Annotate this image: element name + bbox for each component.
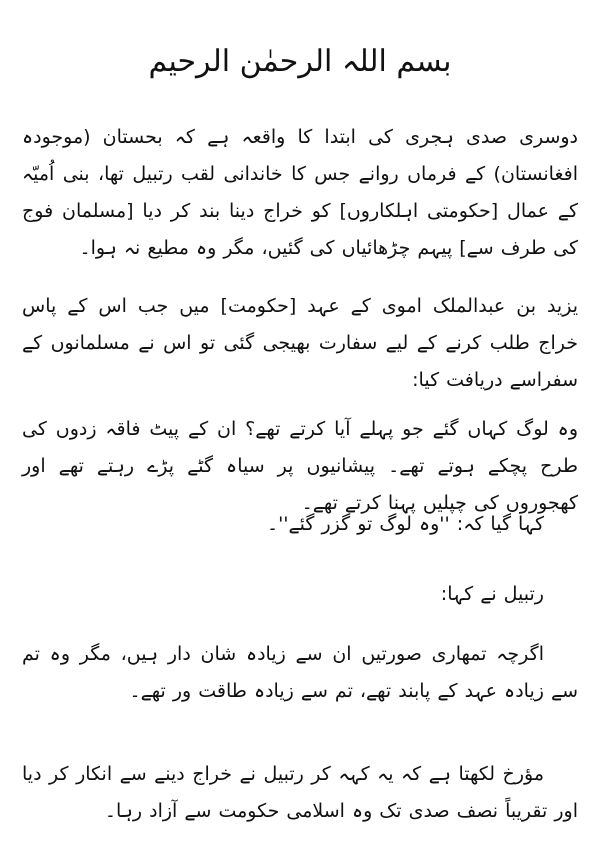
- paragraph-4: کہا گیا کہ: ''وہ لوگ تو گزر گئے''۔: [266, 513, 544, 535]
- paragraph-3: وہ لوگ کہاں گئے جو پہلے آیا کرتے تھے؟ ان کے پیٹ فاقہ زدوں کی طرح پچکے ہوتے تھے۔ پیشانیوں پر سیاہ گٹے پڑے رہتے تھے اور کھجوروں کی چپلیں پہنا کرتے تھے۔: [22, 418, 578, 514]
- paragraph-7: مؤرخ لکھتا ہے کہ یہ کہہ کر رتبیل نے خراج دینے سے انکار کر دیا اور تقریباً نصف صدی تک وہ اسلامی حکومت سے آزاد رہا۔: [22, 763, 578, 822]
- paragraph-2: یزید بن عبدالملک اموی کے عہد [حکومت] میں جب اس کے پاس خراج طلب کرنے کے لیے سفارت بھیجی گئی تو اس نے مسلمانوں کے سفراسے دریافت کیا:: [22, 295, 578, 391]
- paragraph-1: دوسری صدی ہجری کی ابتدا کا واقعہ ہے کہ بحستان (موجودہ افغانستان) کے فرماں روانے جس کا خاندانی لقب رتبیل تھا، بنی اُمیّہ کے عمال [حکومتی اہلکاروں] کو خراج دینا بند کر دیا [مسلمان فوج کی طرف سے] پیہم چڑھائیاں کی گئیں، مگر وہ مطیع نہ ہوا۔: [22, 126, 578, 259]
- paragraph-6: اگرچہ تمھاری صورتیں ان سے زیادہ شان دار ہیں، مگر وہ تم سے زیادہ عہد کے پابند تھے، تم سے زیادہ طاقت ور تھے۔: [22, 643, 578, 702]
- bismillah-heading: بسم اللہ الرحمٰن الرحیم: [148, 44, 452, 79]
- paragraph-5: رتبیل نے کہا:: [440, 583, 544, 605]
